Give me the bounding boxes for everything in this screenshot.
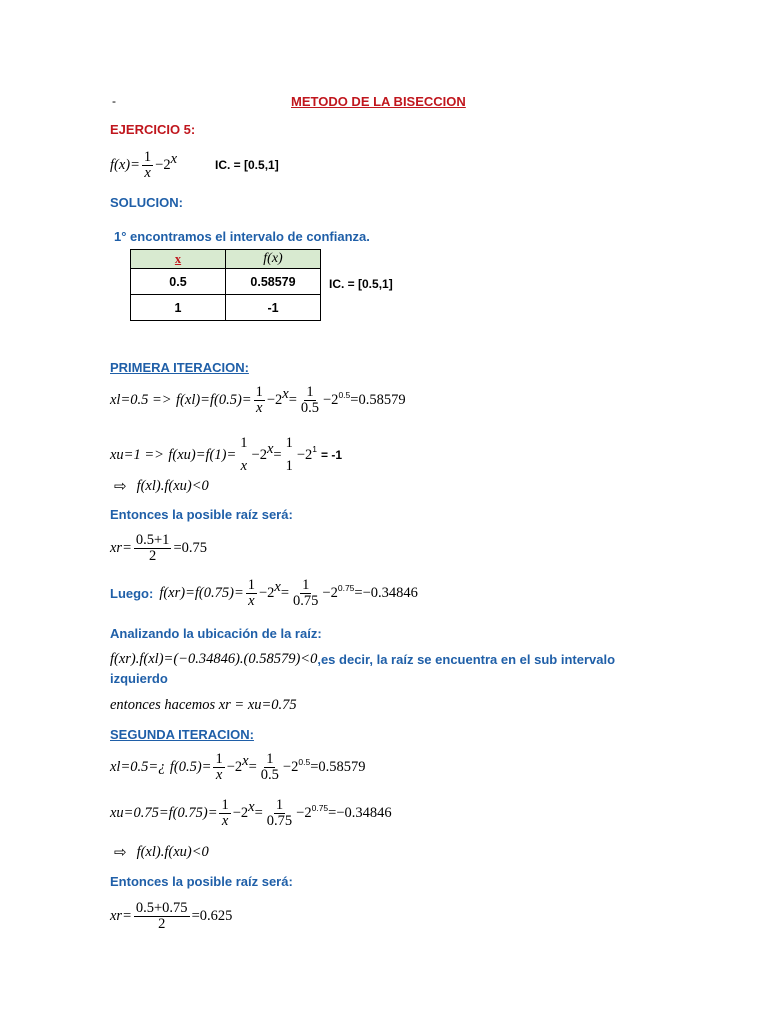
fraction: $\frac{1}{0.75}$ <box>293 577 319 610</box>
first-iteration-title: PRIMERA ITERACION: <box>110 360 249 375</box>
fraction: $\frac{1}{x}$ <box>221 797 229 830</box>
analysis-line: f(xr).f(xl)=(−0.34846).(0.58579)<0 ,es decir, la raíz se encuentra en el sub intervalo <box>110 651 616 667</box>
table-row <box>131 295 321 321</box>
fraction: $\frac{0.5+1}{2}$ <box>135 532 170 565</box>
table-header-row <box>131 250 321 269</box>
second-iteration-title: SEGUNDA ITERACION: <box>110 727 254 742</box>
table-confidence-interval: IC. = [0.5,1] <box>329 277 393 291</box>
fraction: 1 x <box>240 435 248 475</box>
iter2-xu-line: xu=0.75=f(0.75)= $\frac{1}{x}$ −2 $^x$ = $\frac{1}{0.75}$ −2 $^{0.75}$ =−0.34846 <box>110 797 392 830</box>
iter1-root-label: Entonces la posible raíz será: <box>110 507 293 522</box>
analyze-label: Analizando la ubicación de la raíz: <box>110 626 322 641</box>
table-cell: 1 <box>131 295 226 321</box>
page-title: METODO DE LA BISECCION <box>291 94 466 109</box>
iter2-xl-line: xl=0.5=¿ f(0.5)= $\frac{1}{x}$ −2 $^x$ = $\frac{1}{0.5}$ −2 $^{0.5}$ =0.58579 <box>110 751 366 784</box>
iter1-xr-line: xr= $\frac{0.5+1}{2}$ =0.75 <box>110 532 207 565</box>
iter2-product-line: ⇨ f(xl).f(xu)<0 <box>114 843 209 861</box>
iter1-product-line: ⇨ f(xl).f(xu)<0 <box>114 477 209 495</box>
fraction: $\frac{1}{x}$ <box>247 577 255 610</box>
fraction: $\frac{1}{0.5}$ <box>300 384 319 417</box>
right-arrow-icon: ⇨ <box>114 478 127 495</box>
fraction: $\frac{1}{x}$ <box>143 149 152 182</box>
solution-label: SOLUCION: <box>110 195 183 210</box>
iter1-xu-line: xu=1 => f(xu)=f(1)= 1 x −2 $^x$ = 1 1 −2 $^1$ = -1 <box>110 432 342 478</box>
fraction: $\frac{0.5+0.75}{2}$ <box>135 900 188 933</box>
values-table <box>130 249 321 321</box>
table-cell: 0.5 <box>131 269 226 295</box>
iter1-xl-line: xl=0.5 => f(xl)=f(0.5)= $\frac{1}{x}$ −2 $^x$ = $\frac{1}{0.5}$ −2 $^{0.5}$ =0.58579 <box>110 384 406 417</box>
table-row <box>131 269 321 295</box>
step-one-text: 1° encontramos el intervalo de confianza. <box>114 229 370 244</box>
fraction: $\frac{1}{0.75}$ <box>266 797 293 830</box>
fraction: $\frac{1}{0.5}$ <box>260 751 279 784</box>
right-arrow-icon: ⇨ <box>114 844 127 861</box>
fraction: $\frac{1}{x}$ <box>255 384 263 417</box>
iter2-xr-line: xr= $\frac{0.5+0.75}{2}$ =0.625 <box>110 900 233 933</box>
exercise-label: EJERCICIO 5: <box>110 122 196 137</box>
fraction: 1 1 <box>285 435 293 475</box>
function-definition: f(x)= $\frac{1}{x}$ −2 $^x$ <box>110 149 178 182</box>
iter2-root-label: Entonces la posible raíz será: <box>110 874 293 889</box>
table-header-x: x <box>131 250 226 269</box>
analysis-line-2: izquierdo <box>110 671 168 686</box>
table-cell: -1 <box>226 295 321 321</box>
header-dash: - <box>112 94 116 108</box>
table-cell: 0.58579 <box>226 269 321 295</box>
table-header-fx: f(x) <box>226 250 321 269</box>
iter1-luego-line: Luego: f(xr)=f(0.75)= $\frac{1}{x}$ −2 $^x$ = $\frac{1}{0.75}$ −2 $^{0.75}$ =−0.34846 <box>110 577 418 610</box>
confidence-interval: IC. = [0.5,1] <box>215 158 279 172</box>
fraction: $\frac{1}{x}$ <box>215 751 223 784</box>
then-line: entonces hacemos xr = xu=0.75 <box>110 697 297 713</box>
